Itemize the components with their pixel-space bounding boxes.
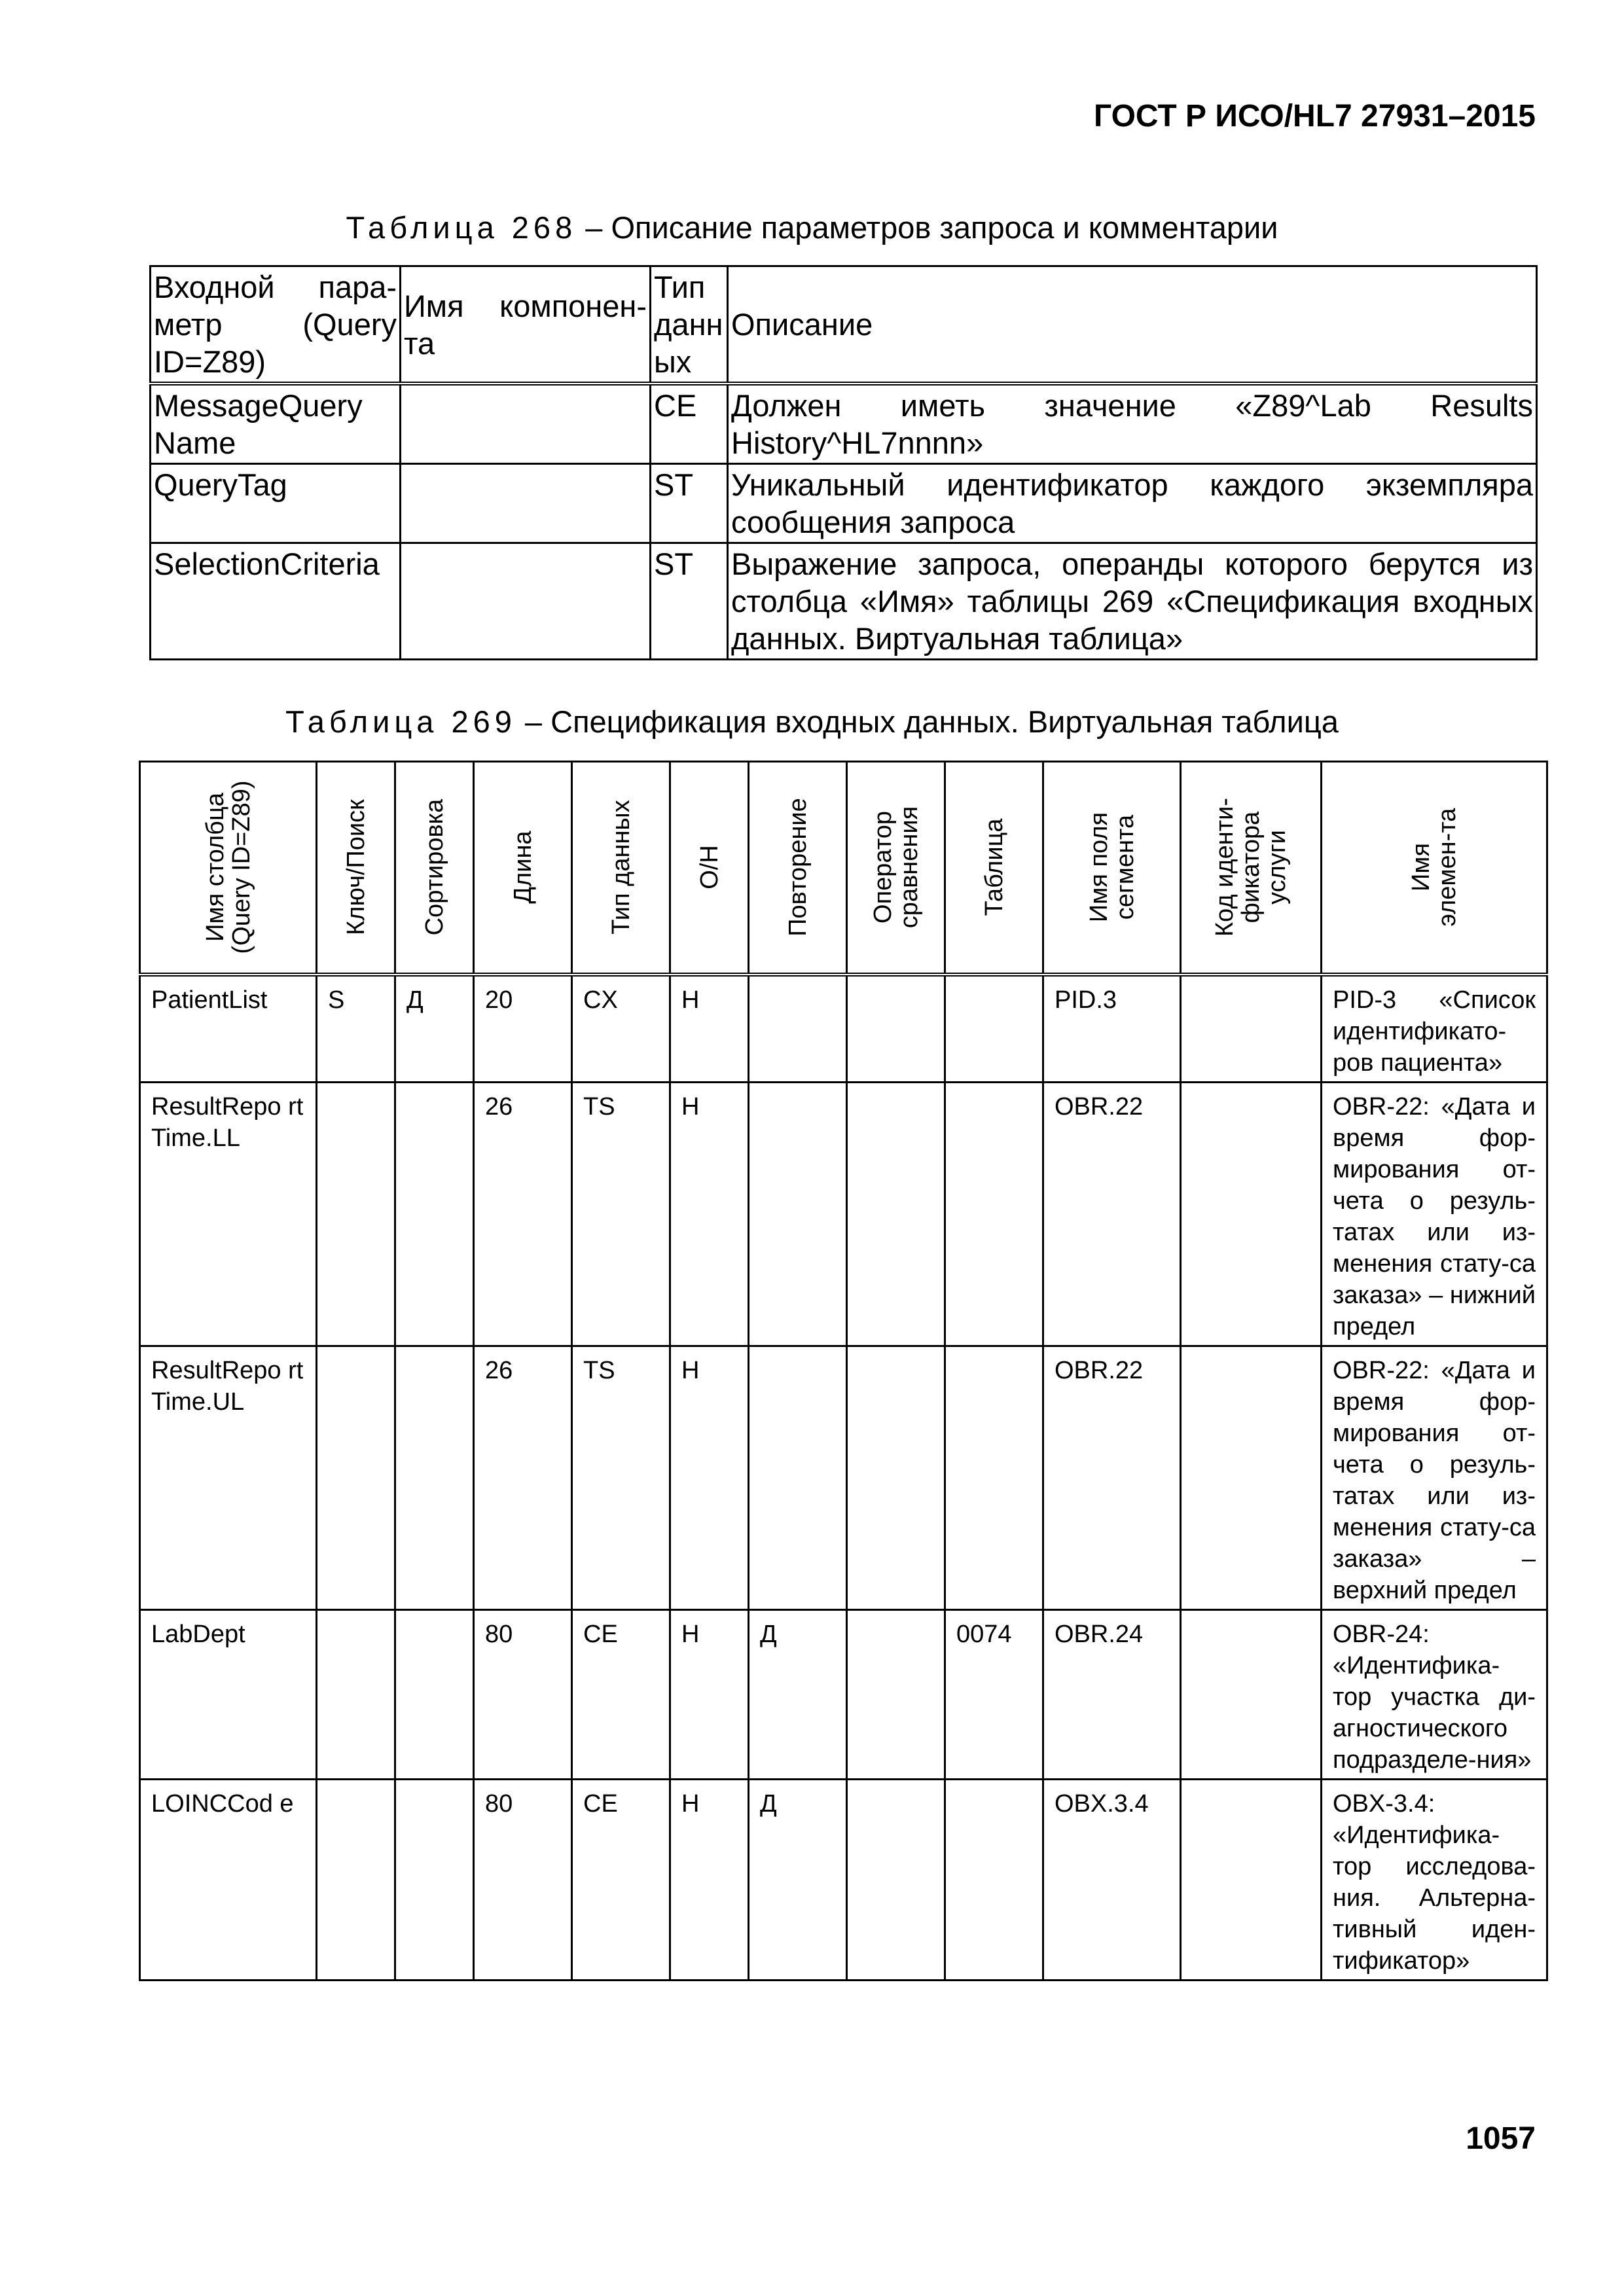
table-cell xyxy=(847,1082,945,1346)
table-269-header-cell xyxy=(474,762,572,975)
header-label: Повторение xyxy=(784,798,812,937)
table-cell: Д xyxy=(749,1609,847,1779)
table-row xyxy=(140,1346,1547,1609)
header-label: О/Н xyxy=(695,845,723,890)
table-cell xyxy=(847,1609,945,1779)
header-label: Имя поля сегмента xyxy=(1085,812,1139,923)
table-cell: ResultRepo rtTime.UL xyxy=(140,1346,317,1609)
table-cell: Н xyxy=(670,975,749,1083)
table-cell: CE xyxy=(651,384,728,464)
table-cell: 0074 xyxy=(945,1609,1043,1779)
table-cell: Выражение запроса, операнды которого берутся из столбца «Имя» таблицы 269 «Спецификация входных данных. Виртуальная таблица» xyxy=(728,543,1537,660)
table-269-caption-text: – Спецификация входных данных. Виртуальная таблица xyxy=(516,704,1339,739)
document-standard-header: ГОСТ Р ИСО/HL7 27931–2015 xyxy=(1094,99,1536,134)
table-row xyxy=(151,464,1537,543)
header-label: Оператор сравнения xyxy=(869,806,923,929)
table-268-caption-text: – Описание параметров запроса и комментарии xyxy=(577,210,1278,245)
table-cell: TS xyxy=(572,1346,670,1609)
table-cell: OBR.22 xyxy=(1043,1346,1181,1609)
table-cell: QueryTag xyxy=(151,464,401,543)
table-row xyxy=(140,975,1547,1083)
table-cell xyxy=(317,1346,395,1609)
table-cell: LabDept xyxy=(140,1609,317,1779)
table-268-header-cell: Имя компонен-та xyxy=(401,266,651,384)
table-cell: Н xyxy=(670,1082,749,1346)
table-cell: MessageQuery Name xyxy=(151,384,401,464)
table-cell xyxy=(945,1779,1043,1980)
table-cell: OBX.3.4 xyxy=(1043,1779,1181,1980)
table-cell xyxy=(1181,1609,1322,1779)
table-268-caption xyxy=(0,209,1624,245)
header-label: Таблица xyxy=(980,818,1008,916)
table-row xyxy=(151,384,1537,464)
table-269-header-cell xyxy=(749,762,847,975)
table-268-header-cell: Тип данных xyxy=(651,266,728,384)
table-row xyxy=(140,1779,1547,1980)
table-cell xyxy=(401,543,651,660)
table-cell xyxy=(945,1346,1043,1609)
table-row xyxy=(140,1609,1547,1779)
table-cell xyxy=(1181,1779,1322,1980)
table-269-header-cell xyxy=(395,762,474,975)
table-cell xyxy=(749,975,847,1083)
table-cell xyxy=(395,1346,474,1609)
table-cell xyxy=(749,1346,847,1609)
table-269-header-cell xyxy=(1043,762,1181,975)
table-cell: PID.3 xyxy=(1043,975,1181,1083)
table-cell xyxy=(1181,1346,1322,1609)
table-cell xyxy=(945,975,1043,1083)
table-cell: 26 xyxy=(474,1346,572,1609)
table-269-caption xyxy=(0,704,1624,740)
table-269-header-cell xyxy=(1181,762,1322,975)
table-cell xyxy=(401,384,651,464)
header-label: Тип данных xyxy=(607,800,635,935)
header-label: Сортировка xyxy=(420,798,448,936)
table-cell xyxy=(317,1082,395,1346)
table-269-header-cell xyxy=(670,762,749,975)
table-cell: Д xyxy=(395,975,474,1083)
table-269-header-cell xyxy=(945,762,1043,975)
table-cell: OBR-22: «Дата и время фор-мирования от-чета о резуль-татах или из-менения стату-са заказа» – верхний предел xyxy=(1322,1346,1547,1609)
table-cell: 80 xyxy=(474,1609,572,1779)
table-cell xyxy=(401,464,651,543)
table-cell xyxy=(945,1082,1043,1346)
table-cell: Н xyxy=(670,1346,749,1609)
table-cell: OBR.22 xyxy=(1043,1082,1181,1346)
table-268-header-cell: Описание xyxy=(728,266,1537,384)
table-cell xyxy=(395,1779,474,1980)
header-label: Имя элемен-та xyxy=(1407,808,1461,927)
table-cell: ST xyxy=(651,464,728,543)
table-row xyxy=(140,1082,1547,1346)
table-cell xyxy=(847,975,945,1083)
table-269-header-row xyxy=(140,762,1547,975)
table-cell xyxy=(395,1609,474,1779)
header-label: Код иденти-фикатора услуги xyxy=(1211,798,1291,937)
table-268-header-row xyxy=(151,266,1537,384)
table-row xyxy=(151,543,1537,660)
table-cell: PatientList xyxy=(140,975,317,1083)
table-cell: 80 xyxy=(474,1779,572,1980)
table-269-caption-label: Таблица 269 xyxy=(285,704,516,739)
table-cell: CE xyxy=(572,1609,670,1779)
table-268-caption-label: Таблица 268 xyxy=(346,210,577,245)
table-cell xyxy=(1181,975,1322,1083)
table-cell: ResultRepo rtTime.LL xyxy=(140,1082,317,1346)
table-cell: Д xyxy=(749,1779,847,1980)
table-cell xyxy=(1181,1082,1322,1346)
header-label: Ключ/Поиск xyxy=(342,799,370,936)
table-cell xyxy=(847,1779,945,1980)
table-cell: TS xyxy=(572,1082,670,1346)
table-cell: ST xyxy=(651,543,728,660)
table-268-header-cell: Входной пара-метр (Query ID=Z89) xyxy=(151,266,401,384)
table-cell: OBX-3.4: «Идентифика-тор исследова-ния. Альтерна-тивный иден-тификатор» xyxy=(1322,1779,1547,1980)
table-cell: PID-3 «Список идентификато-ров пациента» xyxy=(1322,975,1547,1083)
table-269-header-cell xyxy=(572,762,670,975)
table-cell xyxy=(395,1082,474,1346)
header-label: Имя столбца (Query ID=Z89) xyxy=(201,780,255,954)
table-269-header-cell xyxy=(847,762,945,975)
table-269-header-cell xyxy=(317,762,395,975)
table-269 xyxy=(139,761,1548,1981)
table-cell: S xyxy=(317,975,395,1083)
table-cell: Н xyxy=(670,1609,749,1779)
table-cell: Должен иметь значение «Z89^Lab Results History^HL7nnnn» xyxy=(728,384,1537,464)
table-cell: OBR-22: «Дата и время фор-мирования от-чета о резуль-татах или из-менения стату-са заказа» – нижний предел xyxy=(1322,1082,1547,1346)
header-label: Длина xyxy=(509,831,537,904)
table-cell: CX xyxy=(572,975,670,1083)
page-number: 1057 xyxy=(1466,2121,1536,2156)
table-cell: OBR.24 xyxy=(1043,1609,1181,1779)
table-cell: 20 xyxy=(474,975,572,1083)
table-cell: SelectionCriteria xyxy=(151,543,401,660)
table-cell xyxy=(847,1346,945,1609)
table-cell: Н xyxy=(670,1779,749,1980)
table-cell: 26 xyxy=(474,1082,572,1346)
table-269-header-cell xyxy=(140,762,317,975)
table-cell xyxy=(749,1082,847,1346)
table-cell: CE xyxy=(572,1779,670,1980)
table-269-header-cell xyxy=(1322,762,1547,975)
table-cell: OBR-24: «Идентифика-тор участка ди-агностического подразделе-ния» xyxy=(1322,1609,1547,1779)
table-cell: Уникальный идентификатор каждого экземпляра сообщения запроса xyxy=(728,464,1537,543)
table-cell: LOINCCod e xyxy=(140,1779,317,1980)
table-cell xyxy=(317,1609,395,1779)
table-268 xyxy=(149,265,1538,660)
table-cell xyxy=(317,1779,395,1980)
